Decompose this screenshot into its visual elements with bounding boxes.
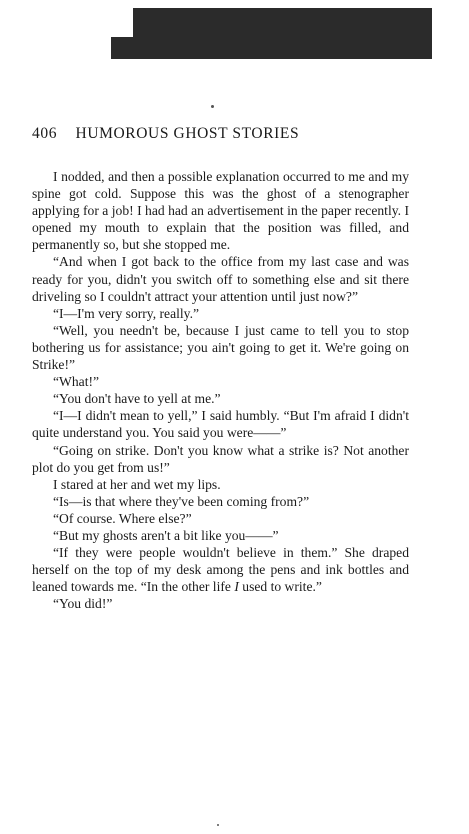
ink-speck (211, 105, 214, 108)
paragraph-text: used to write.” (242, 579, 322, 595)
paragraph: I stared at her and wet my lips. (53, 476, 221, 492)
page-header (32, 125, 452, 143)
paragraph: “And when I got back to the office from my last case and was ready for you, didn't you switch off to something else and sit there driveling so I couldn't attract your attention until just now?” (32, 254, 409, 304)
redaction-notch (111, 8, 133, 37)
paragraph: “Of course. Where else?” (53, 510, 192, 526)
paragraph: “You did!” (53, 596, 113, 612)
running-title: HUMOROUS GHOST STORIES (75, 125, 300, 142)
redaction-bar (111, 8, 432, 59)
paragraph: “Well, you needn't be, because I just came to tell you to stop bothering us for assistance; you ain't going to get it. We're going on Strike!” (32, 322, 409, 373)
paragraph: “You don't have to yell at me.” (53, 391, 221, 407)
page-number: 406 (32, 125, 58, 142)
paragraph: “What!” (53, 374, 100, 390)
paragraph (32, 544, 409, 595)
paragraph: “Going on strike. Don't you know what a strike is? Not another plot do you get from us!” (32, 442, 409, 475)
paragraph: “I—I didn't mean to yell,” I said humbly. “But I'm afraid I didn't quite understand you. You said you were——” (32, 408, 409, 441)
body-text (32, 168, 409, 612)
paragraph-text: “If they were people wouldn't believe in them.” She draped herself on the top of my desk among the pens and ink bottles and leaned towards me. “In the other life (32, 545, 409, 595)
italic-word: I (234, 579, 239, 595)
paragraph: I nodded, and then a possible explanation occurred to me and my spine got cold. Suppose this was the ghost of a stenographer applying for a job! I had had an advertisement in the paper recently. I opened my mouth to explain that the position was filled, and permanently so, but she stopped me. (32, 169, 409, 253)
paragraph: “But my ghosts aren't a bit like you——” (53, 527, 279, 543)
ink-speck (217, 824, 219, 826)
paragraph: “I—I'm very sorry, really.” (53, 305, 199, 321)
paragraph: “Is—is that where they've been coming from?” (53, 493, 310, 509)
